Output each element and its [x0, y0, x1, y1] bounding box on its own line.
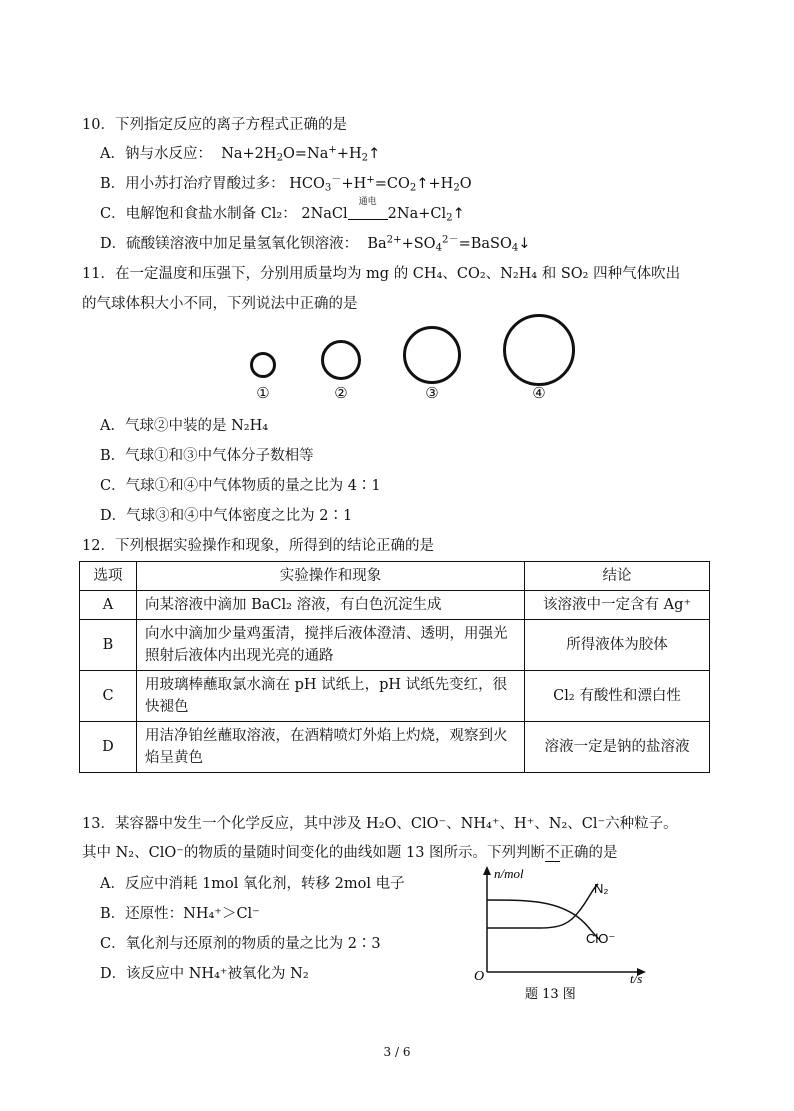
x-axis-label: t/s	[630, 971, 643, 986]
q12-stem: 12．下列根据实验操作和现象，所得到的结论正确的是	[82, 538, 434, 554]
q11-stem-line1: 11．在一定温度和压强下，分别用质量均为 mg 的 CH₄、CO₂、N₂H₄ 和 SO₂ 四种气体吹出	[82, 266, 681, 282]
balloon-label-2: ②	[334, 384, 348, 402]
q10-stem: 10．下列指定反应的离子方程式正确的是	[82, 117, 347, 133]
row-operation: 向某溶液中滴加 BaCl₂ 溶液，有白色沉淀生成	[137, 591, 525, 620]
experiment-table	[79, 561, 710, 773]
row-operation: 用玻璃棒蘸取氯水滴在 pH 试纸上，pH 试纸先变红，很快褪色	[137, 671, 525, 722]
row-conclusion: Cl₂ 有酸性和漂白性	[525, 671, 710, 722]
row-conclusion: 所得液体为胶体	[525, 620, 710, 671]
q10-c-equation: 2NaCl 通电 $2Na+Cl_2↑$	[301, 206, 464, 222]
q11-stem-line2: 的气球体积大小不同，下列说法中正确的是	[82, 296, 358, 312]
q13-option-a: A．反应中消耗 1mol 氧化剂，转移 2mol 电子	[100, 876, 405, 892]
row-option: A	[80, 591, 137, 620]
q13-stem-line2: 其中 N₂、ClO⁻的物质的量随时间变化的曲线如题 13 图所示。下列判断不正确的是	[82, 845, 618, 861]
row-option: D	[80, 722, 137, 773]
header-operation: 实验操作和现象	[137, 562, 525, 591]
table-row	[80, 591, 710, 620]
q10-option-a: A．钠与水反应： $Na+2H_2O=Na^++H_2↑$	[100, 144, 381, 164]
q10-b-equation: $HCO_3^-+H^+=CO_2↑+H_2O$	[289, 174, 472, 194]
row-operation: 向水中滴加少量鸡蛋清，搅拌后液体澄清、透明，用强光照射后液体内出现光亮的通路	[137, 620, 525, 671]
balloon-4	[503, 314, 575, 386]
y-axis-arrow	[483, 866, 491, 875]
q13-option-d: D．该反应中 NH₄⁺被氧化为 N₂	[100, 966, 309, 982]
row-conclusion: 溶液一定是钠的盐溶液	[525, 722, 710, 773]
y-axis-label: n/mol	[494, 866, 524, 881]
emphasis-not: 不	[545, 845, 560, 861]
q11-option-b: B．气球①和③中气体分子数相等	[100, 448, 314, 464]
figure-caption: 题 13 图	[525, 987, 576, 1002]
row-operation: 用洁净铂丝蘸取溶液，在酒精喷灯外焰上灼烧，观察到火焰呈黄色	[137, 722, 525, 773]
electrolysis-condition: 通电	[358, 197, 377, 207]
q11-option-a: A．气球②中装的是 N₂H₄	[100, 418, 269, 434]
q10-a-equation: $Na+2H_2O=Na^++H_2↑$	[216, 144, 381, 164]
q11-option-c: C．气球①和④中气体物质的量之比为 4∶1	[100, 478, 381, 494]
origin-label: O	[474, 969, 485, 984]
q10-option-d: D．硫酸镁溶液中加足量氢氧化钡溶液： $Ba^{2+}+SO_4^{2-}=BaSO_4↓$	[100, 234, 531, 254]
table-row	[80, 620, 710, 671]
row-conclusion: 该溶液中一定含有 Ag⁺	[525, 591, 710, 620]
row-option: C	[80, 671, 137, 722]
q10-d-equation: $Ba^{2+}+SO_4^{2-}=BaSO_4↓$	[362, 234, 531, 254]
q13-stem-line1: 13．某容器中发生一个化学反应，其中涉及 H₂O、ClO⁻、NH₄⁺、H⁺、N₂、Cl⁻六种粒子。	[82, 816, 678, 832]
balloon-label-3: ③	[425, 384, 439, 402]
figure-13-chart	[470, 862, 660, 1002]
q11-option-d: D．气球③和④中气体密度之比为 2∶1	[100, 508, 353, 524]
header-option: 选项	[80, 562, 137, 591]
q10-option-b: B．用小苏打治疗胃酸过多： $HCO_3^-+H^+=CO_2↑+H_2O$	[100, 174, 472, 194]
q13-option-b: B．还原性：NH₄⁺＞Cl⁻	[100, 906, 260, 922]
table-row	[80, 722, 710, 773]
row-option: B	[80, 620, 137, 671]
balloon-label-1: ①	[256, 384, 270, 402]
header-conclusion: 结论	[525, 562, 710, 591]
table-header-row	[80, 562, 710, 591]
series-n2-line	[487, 884, 598, 928]
balloon-1	[250, 352, 276, 378]
balloon-3	[403, 326, 461, 384]
balloon-2	[321, 340, 361, 380]
q10-option-c: C．电解饱和食盐水制备 Cl₂： 2NaCl 通电 $2Na+Cl_2↑$	[100, 204, 465, 224]
balloon-label-4: ④	[532, 384, 546, 402]
series-label-n2: N₂	[594, 881, 609, 896]
q13-option-c: C．氧化剂与还原剂的物质的量之比为 2∶3	[100, 936, 381, 952]
series-label-clo: ClO⁻	[586, 931, 616, 946]
page-number: 3 / 6	[383, 1045, 411, 1059]
table-row	[80, 671, 710, 722]
